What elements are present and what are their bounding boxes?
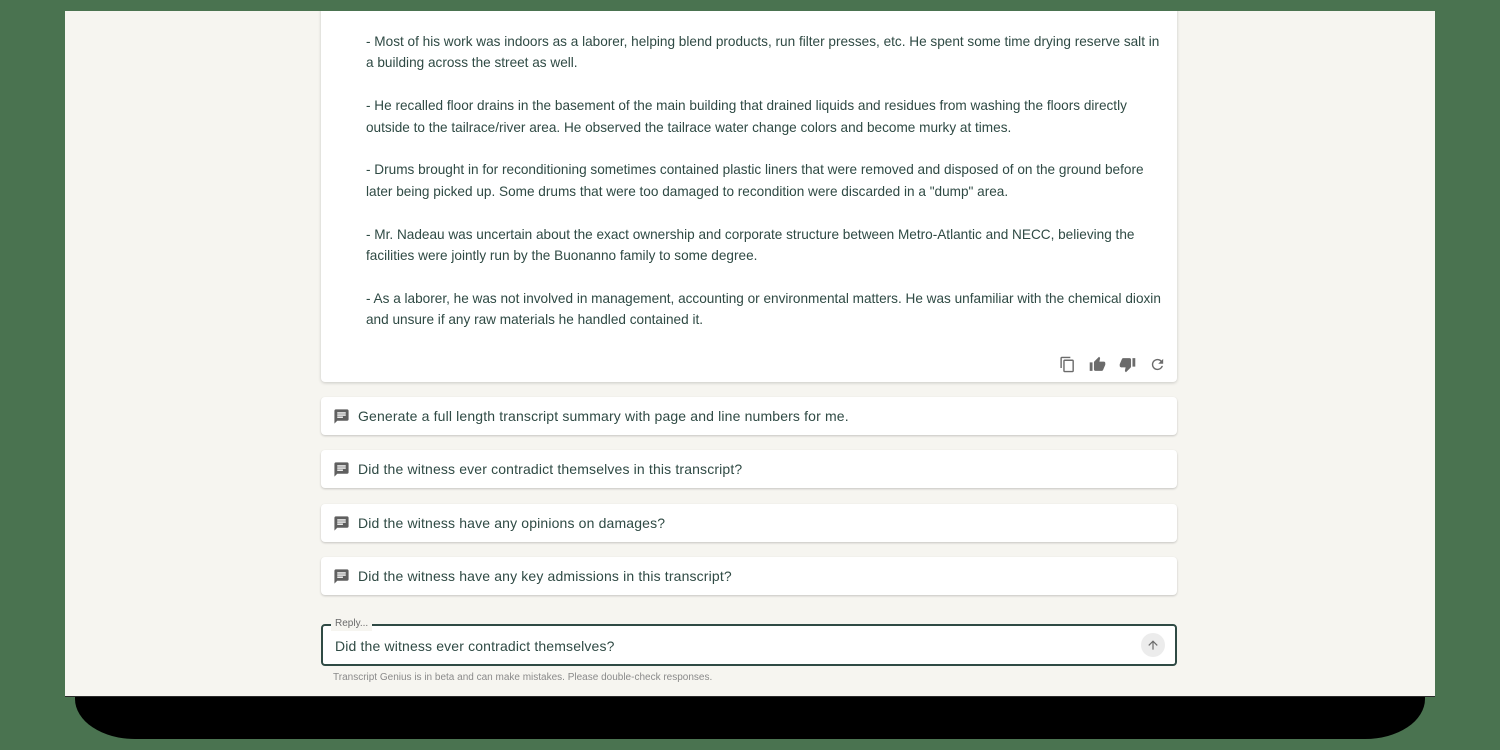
suggested-prompt-label: Did the witness have any key admissions in this transcript? xyxy=(358,568,732,584)
regenerate-button[interactable] xyxy=(1147,354,1167,374)
reply-label: Reply... xyxy=(331,617,372,631)
chat-bubble-icon xyxy=(332,460,350,478)
window-shadow xyxy=(75,696,1425,739)
suggested-prompt-label: Did the witness have any opinions on damages? xyxy=(358,515,666,531)
copy-icon xyxy=(1059,356,1076,373)
thumbs-down-icon xyxy=(1119,356,1136,373)
response-actions xyxy=(1057,354,1167,374)
arrow-up-icon xyxy=(1146,638,1160,652)
app-window xyxy=(65,11,1435,697)
suggested-prompt[interactable] xyxy=(321,450,1177,488)
response-paragraph: - Drums brought in for reconditioning sometimes contained plastic liners that were removed and disposed of on the ground before later being picked up. Some drums that were too damaged to recondition were discarded in a "dump" area. xyxy=(366,162,1144,199)
thumbs-up-button[interactable] xyxy=(1087,354,1107,374)
response-paragraph: - Mr. Nadeau was uncertain about the exact ownership and corporate structure between Metro-Atlantic and NECC, believing the facilities were jointly run by the Buonanno family to some degree. xyxy=(366,226,1135,264)
suggested-prompt-label: Generate a full length transcript summary with page and line numbers for me. xyxy=(358,408,849,424)
response-paragraph: - Most of his work was indoors as a laborer, helping blend products, run filter presses, etc. He spent some time drying reserve salt in a building across the street as well. xyxy=(366,34,1160,71)
chat-bubble-icon xyxy=(332,514,350,532)
response-paragraph: - As a laborer, he was not involved in management, accounting or environmental matters. He was unfamiliar with the chemical dioxin and unsure if any raw materials he handled contained it. xyxy=(366,290,1161,328)
suggested-prompt[interactable] xyxy=(321,504,1177,542)
thumbs-down-button[interactable] xyxy=(1117,354,1137,374)
response-text xyxy=(366,31,1166,331)
response-paragraph: - He recalled floor drains in the basement of the main building that drained liquids and residues from washing the floors directly outside to the tailrace/river area. He observed the tailrace water change colors and become murky at times. xyxy=(366,98,1127,135)
refresh-icon xyxy=(1149,356,1166,373)
thumbs-up-icon xyxy=(1089,356,1106,373)
assistant-response-card xyxy=(321,11,1177,382)
suggested-prompt[interactable] xyxy=(321,557,1177,595)
send-button[interactable] xyxy=(1141,633,1165,657)
suggested-prompt-label: Did the witness ever contradict themselves in this transcript? xyxy=(358,461,743,477)
reply-input[interactable] xyxy=(333,626,1127,666)
beta-disclaimer: Transcript Genius is in beta and can make mistakes. Please double-check responses. xyxy=(333,672,713,683)
suggested-prompt[interactable] xyxy=(321,397,1177,435)
chat-bubble-icon xyxy=(332,567,350,585)
chat-bubble-icon xyxy=(332,407,350,425)
copy-button[interactable] xyxy=(1057,354,1077,374)
reply-field[interactable] xyxy=(321,618,1177,666)
